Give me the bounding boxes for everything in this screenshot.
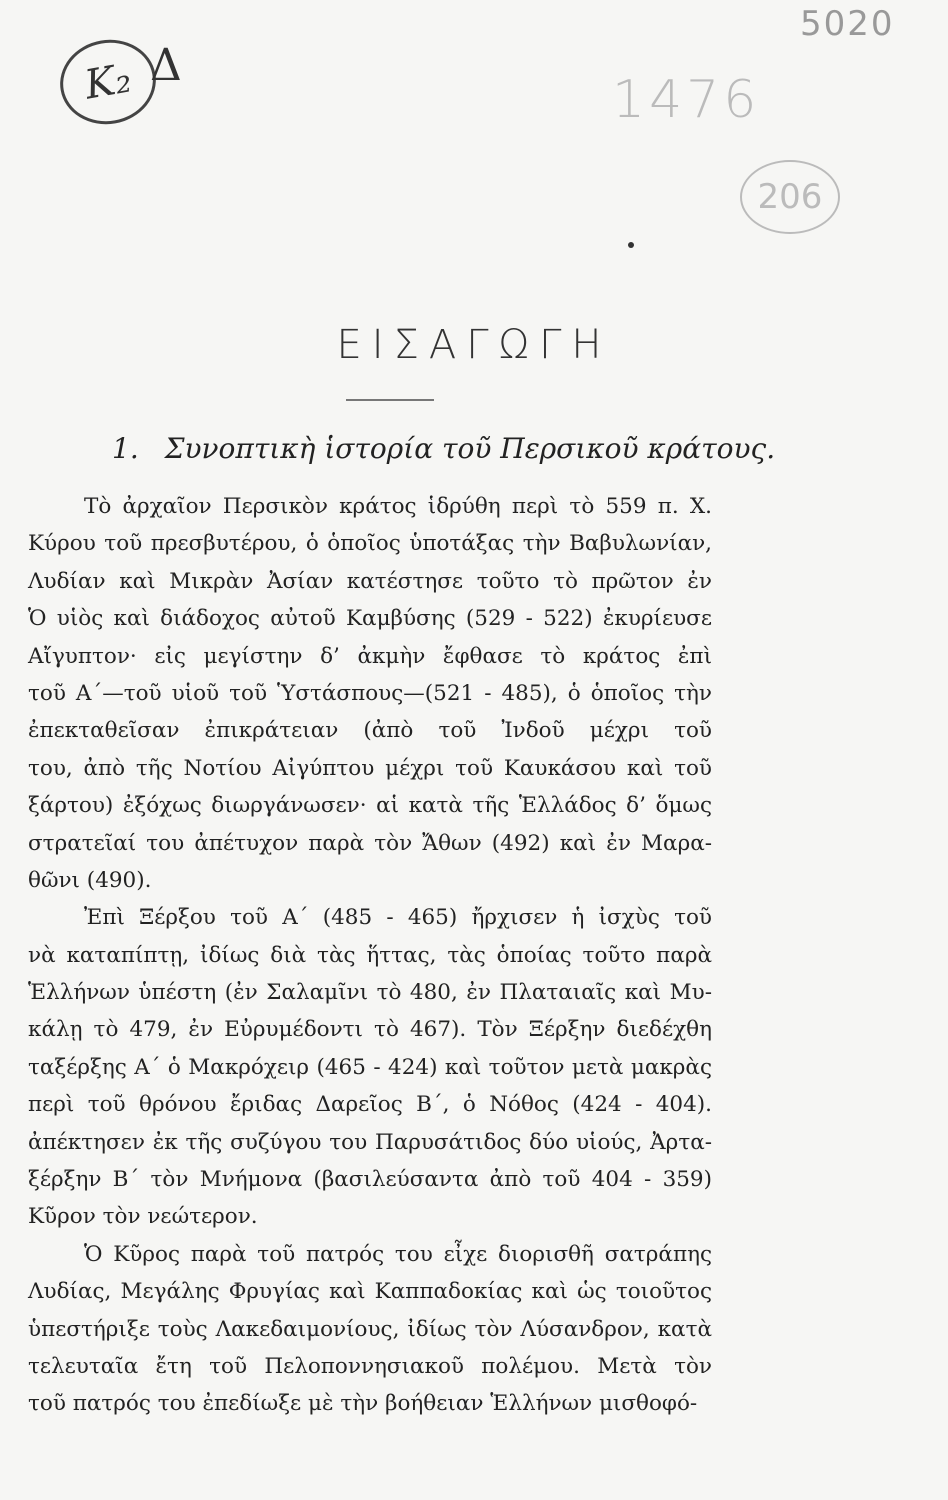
- text-line: τοῦ πατρός του ἐπεδίωξε μὲ τὴν βοήθειαν Ἑλλήνων μισθοφό-: [28, 1391, 698, 1417]
- text-line: Ἑλλήνων ὑπέστη (ἐν Σαλαμῖνι τὸ 480, ἐν Πλαταιαῖς καὶ Μυ-: [28, 980, 712, 1006]
- text-line: ἐπεκταθεῖσαν ἐπικράτειαν (ἀπὸ τοῦ Ἰνδοῦ μέχρι τοῦ: [28, 718, 712, 744]
- paragraph: [28, 488, 768, 899]
- circled-mark-k2: [53, 32, 162, 131]
- text-line: του, ἀπὸ τῆς Νοτίου Αἰγύπτου μέχρι τοῦ Καυκάσου καὶ τοῦ: [28, 755, 712, 781]
- circled-number-206: [740, 160, 840, 234]
- text-line: κάλῃ τὸ 479, ἐν Εὐρυμέδοντι τὸ 467). Τὸν Ξέρξην διεδέχθη: [28, 1017, 712, 1043]
- paragraph: [28, 899, 768, 1236]
- text-line: ὑπεστήριξε τοὺς Λακεδαιμονίους, ἰδίως τὸν Λύσανδρον, κατὰ: [28, 1316, 712, 1342]
- circled-mark-text: K₂: [81, 55, 135, 109]
- text-line: νὰ καταπίπτῃ, ἰδίως διὰ τὰς ἥττας, τὰς ὁποίας τοῦτο παρὰ: [28, 942, 712, 968]
- handwritten-number: 1476: [612, 70, 761, 130]
- text-line: τελευταῖα ἔτη τοῦ Πελοποννησιακοῦ πολέμου. Μετὰ τὸν: [28, 1354, 712, 1380]
- title-divider: [346, 399, 434, 401]
- text-line: Τὸ ἀρχαῖον Περσικὸν κράτος ἱδρύθη περὶ τὸ 559 π. Χ.: [84, 494, 712, 519]
- text-line: Ὁ Κῦρος παρὰ τοῦ πατρός του εἶχε διορισθῆ σατράπης: [84, 1241, 712, 1267]
- text-line: περὶ τοῦ θρόνου ἔριδας Δαρεῖος Β΄, ὁ Νόθος (424 - 404).: [28, 1092, 712, 1118]
- text-line: Αἴγυπτον· εἰς μεγίστην δ’ ἀκμὴν ἔφθασε τὸ κράτος ἐπὶ: [28, 643, 712, 669]
- text-line: Λυδίαν καὶ Μικρὰν Ἀσίαν κατέστησε τοῦτο τὸ πρῶτον ἐν: [28, 568, 712, 594]
- text-line: ξέρξην Β΄ τὸν Μνήμονα (βασιλεύσαντα ἀπὸ τοῦ 404 - 359): [28, 1167, 712, 1193]
- text-line: Ἐπὶ Ξέρξου τοῦ Α΄ (485 - 465) ἤρχισεν ἡ ἰσχὺς τοῦ: [84, 905, 712, 931]
- text-line: ἀπέκτησεν ἐκ τῆς συζύγου του Παρυσάτιδος δύο υἱούς, Ἀρτα-: [28, 1129, 712, 1155]
- text-line: τοῦ Α΄—τοῦ υἱοῦ τοῦ Ὑστάσπους—(521 - 485), ὁ ὁποῖος τὴν: [28, 680, 712, 706]
- section-title: Συνοπτικὴ ἱστορία τοῦ Περσικοῦ κράτους.: [164, 432, 776, 465]
- text-line: Ὁ υἱὸς καὶ διάδοχος αὐτοῦ Καμβύσης (529 - 522) ἐκυρίευσε: [28, 606, 712, 632]
- text-line: θῶνι (490).: [28, 867, 152, 893]
- text-line: Λυδίας, Μεγάλης Φρυγίας καὶ Καππαδοκίας καὶ ὡς τοιοῦτος: [28, 1279, 712, 1305]
- circled-number-text: 206: [757, 177, 823, 217]
- text-line: στρατεῖαί του ἀπέτυχον παρὰ τὸν Ἄθων (492) καὶ ἐν Μαρα-: [28, 830, 712, 856]
- text-line: Κύρου τοῦ πρεσβυτέρου, ὁ ὁποῖος ὑποτάξας τὴν Βαβυλωνίαν,: [28, 531, 712, 557]
- body-text: [28, 488, 768, 1423]
- ink-dot: [628, 242, 634, 248]
- catalog-number-top-right: 5020: [800, 4, 895, 44]
- paragraph: [28, 1236, 768, 1423]
- section-heading: [112, 432, 812, 465]
- text-line: ξάρτου) ἐξόχως διωργάνωσεν· αἱ κατὰ τῆς Ἑλλάδος δ’ ὅμως: [28, 793, 712, 819]
- delta-mark: Δ: [150, 40, 182, 91]
- text-line: ταξέρξης Α΄ ὁ Μακρόχειρ (465 - 424) καὶ τοῦτον μετὰ μακρὰς: [28, 1054, 712, 1080]
- page-title: ΕΙΣΑΓΩΓΗ: [336, 322, 612, 368]
- section-number: 1.: [112, 432, 139, 465]
- text-line: Κῦρον τὸν νεώτερον.: [28, 1204, 258, 1230]
